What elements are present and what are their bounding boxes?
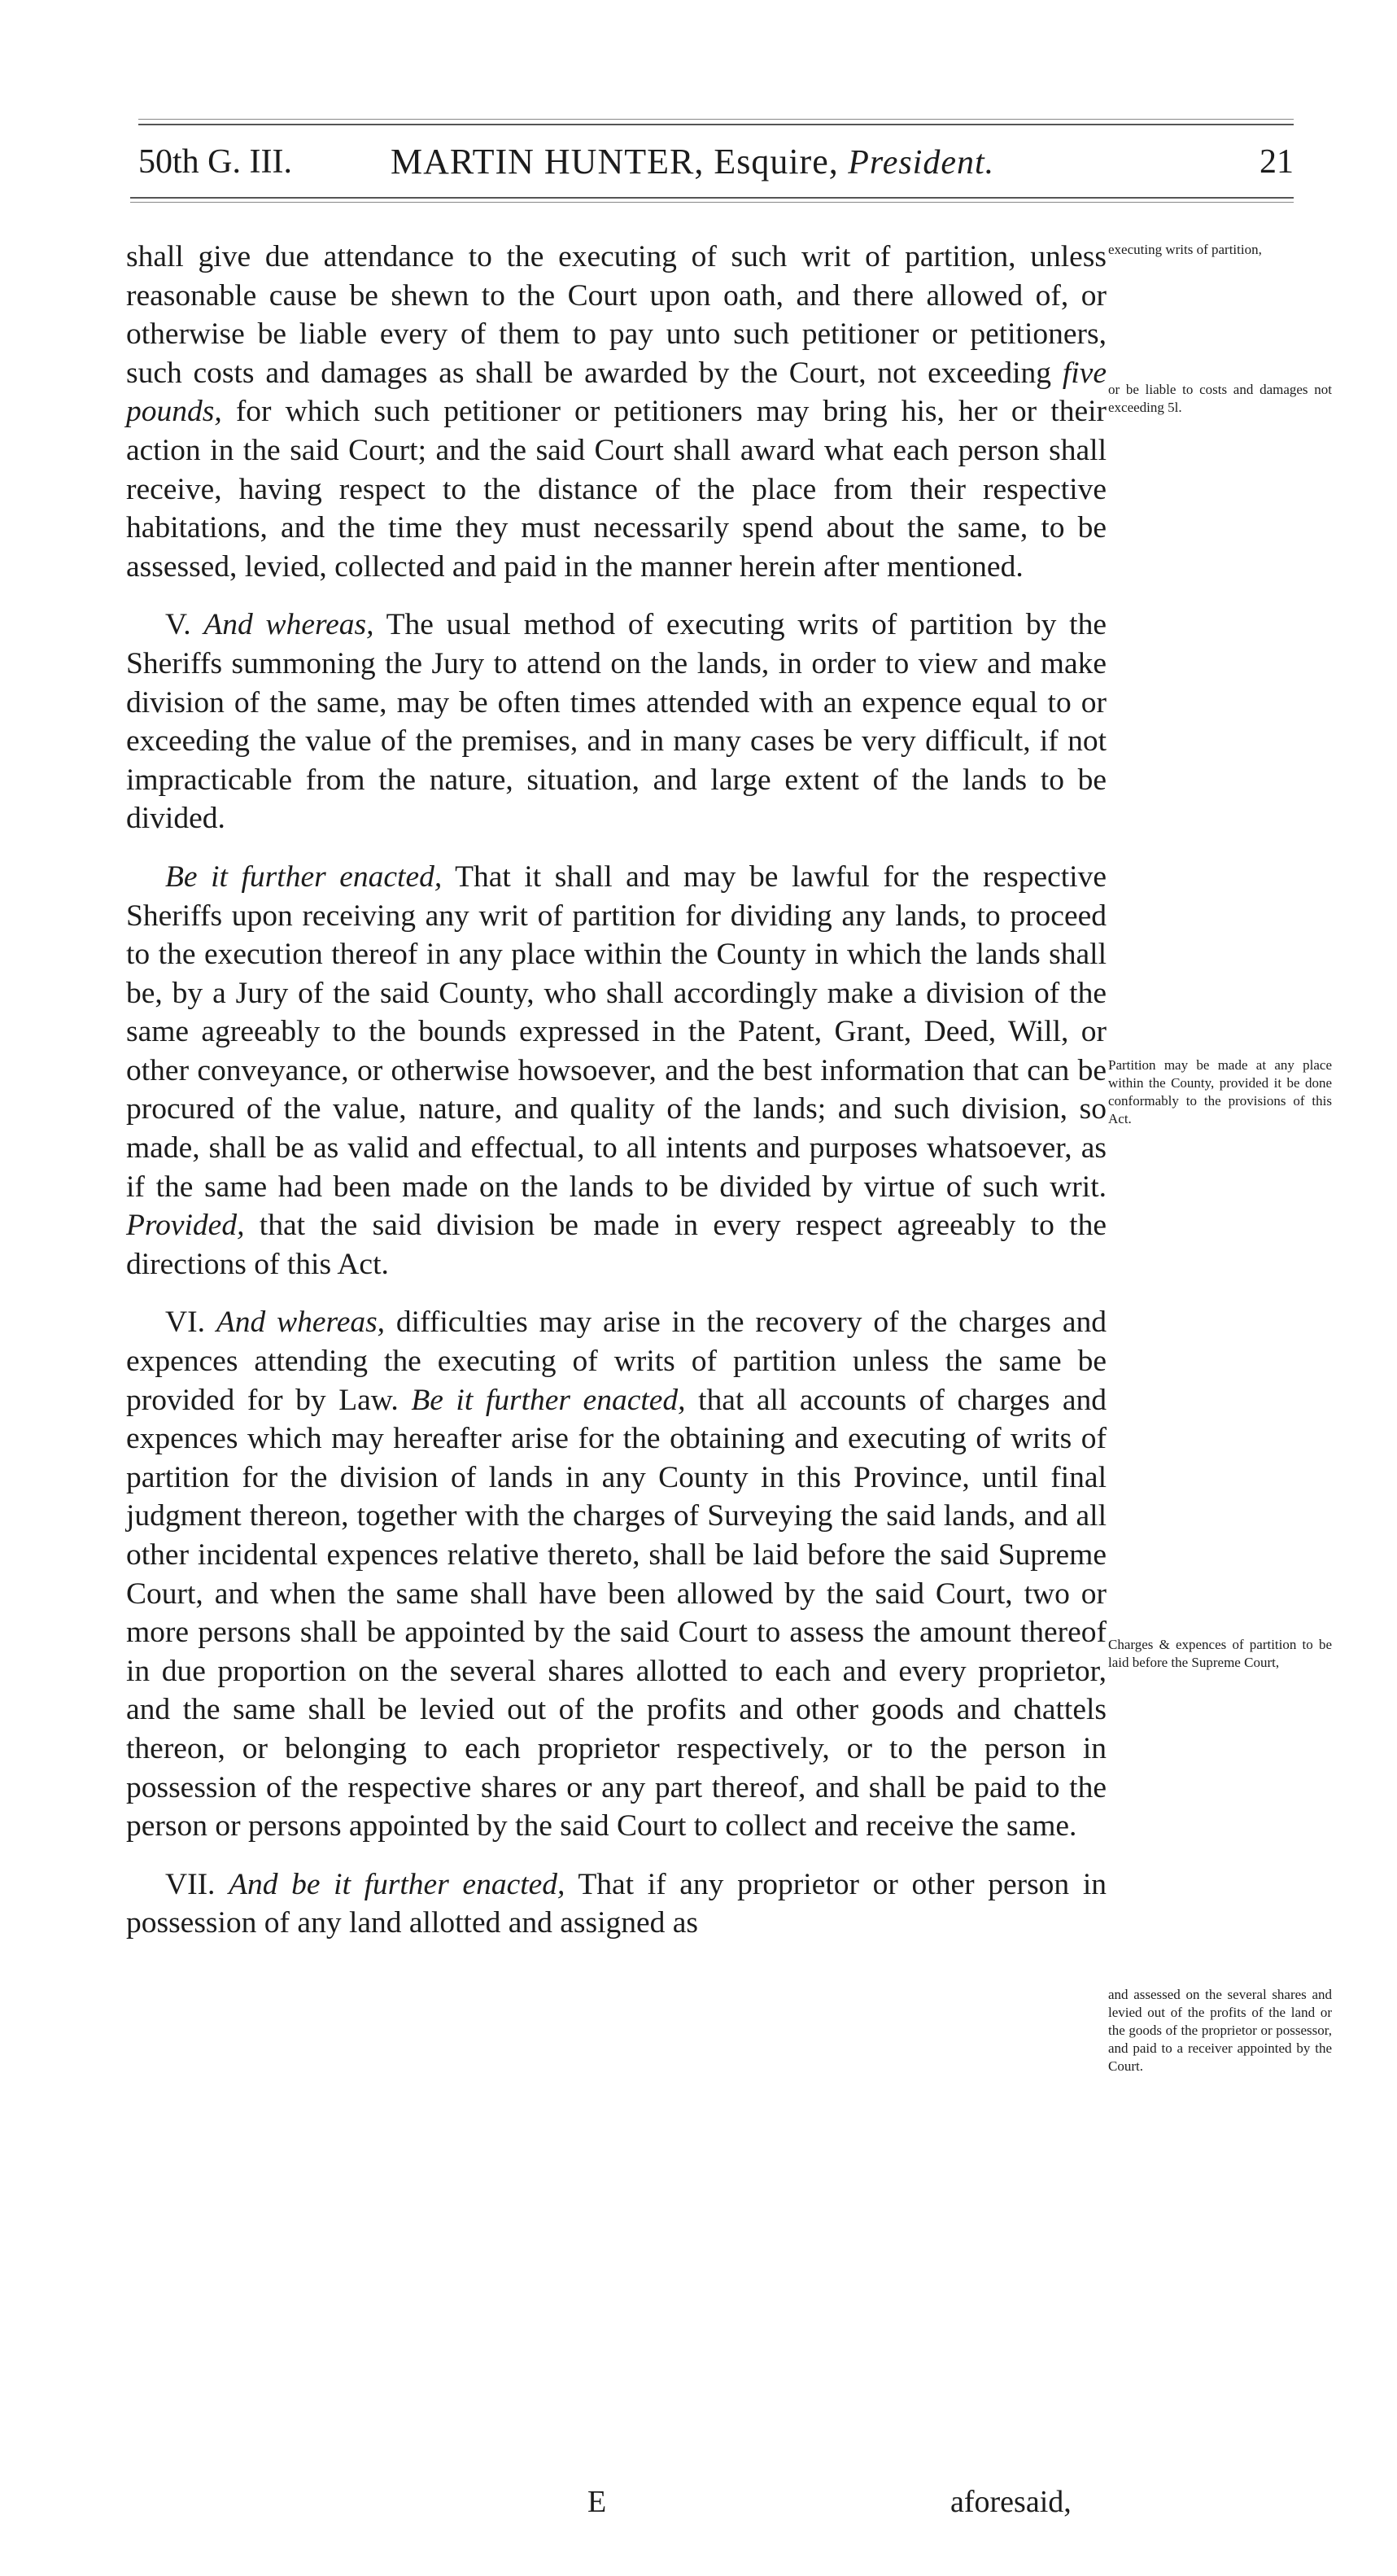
header-rule-bottom-thin — [130, 202, 1294, 203]
enactment-text: That it shall and may be lawful for the respective Sheriffs upon receiving any writ of partition for dividing any lands, to proceed to the execution thereof in any place within the County in which the lands shall be, by a Jury of the said County, who shall accordingly make a division of the same agreeably to the bounds expressed in the Patent, Grant, Deed, Will, or other conveyance, or otherwise howsoever, and the best information that can be procured of the value, nature, and quality of the lands; and such division, so made, shall be as valid and effectual, to all intents and purposes whatsoever, as if the same had been made on the lands to be divided by virtue of such writ. — [126, 859, 1107, 1204]
header-rule-bottom — [130, 197, 1294, 199]
paragraph-section-vi — [126, 1303, 1107, 1845]
paragraph-section-v — [126, 606, 1107, 838]
header-title-office: President. — [848, 144, 995, 182]
marginal-note-charges-expences: Charges & expences of partition to be laid before the Supreme Court, — [1108, 1637, 1332, 1670]
section-vi-italic: And whereas, — [216, 1305, 386, 1340]
section-vi-text: difficulties may arise in the recovery of the charges and expences attending the executing of writs of partition unless the same be provided for by Law. — [126, 1305, 1107, 1417]
enactment-proviso-italic: Provided, — [126, 1209, 245, 1243]
section-vi-enact-italic: Be it further enacted, — [411, 1383, 686, 1417]
enactment-italic: Be it further enacted, — [165, 859, 443, 894]
page-number: 21 — [1259, 143, 1294, 181]
header-rule-top-thin — [138, 119, 1294, 120]
marginal-note-assessment: and assessed on the several shares and levied out of the profits of the land or the goods of the proprietor or possessor, and paid to a receiver appointed by the Court. — [1108, 1987, 1332, 2074]
paragraph-1-text: shall give due attendance to the executing of such writ of partition, unless reasonable cause be shewn to the Court upon oath, and there allowed of, or otherwise be liable every of them to pay unto such petitioner or petitioners, such costs and damages as shall be awarded by the Court, not exceeding — [126, 240, 1107, 390]
paragraph-section-vii — [126, 1865, 1107, 1943]
header-regnal-year: 50th G. III. — [138, 143, 292, 181]
section-v-number: V. — [165, 608, 204, 642]
marginal-note-costs-damages: or be liable to costs and damages not exceeding 5l. — [1108, 382, 1332, 415]
paragraph-enactment — [126, 858, 1107, 1284]
section-vii-number: VII. — [165, 1867, 229, 1901]
marginal-note-executing-writs: executing writs of partition, — [1108, 242, 1262, 257]
section-vi-number: VI. — [165, 1305, 216, 1340]
enactment-proviso-text: that the said division be made in every respect agreeably to the directions of this Act. — [126, 1209, 1107, 1281]
paragraph-1-italic: five pounds, — [126, 356, 1107, 429]
header-rule-top — [138, 124, 1294, 125]
paragraph-1 — [126, 238, 1107, 586]
section-v-italic: And whereas, — [203, 608, 374, 642]
body-text — [126, 238, 1107, 1943]
paragraph-1-text-after: for which such petitioner or petitioners may bring his, her or their action in the said Court; and the said Court shall award what each person shall receive, having respect to the distance of the place from their respective habitations, and the time they must necessarily spend about the same, to be assessed, levied, collected and paid in the manner herein after mentioned. — [126, 395, 1107, 584]
signature-mark: E — [587, 2485, 607, 2519]
section-v-text: The usual method of executing writs of partition by the Sheriffs summoning the Jury to attend on the lands, in order to view and make division of the same, may be often times attended with an expence equal to or exceeding the value of the premises, and in many cases be very difficult, if not impracticable from the nature, situation, and large extent of the lands to be divided. — [126, 608, 1107, 836]
section-vi-enact-text: that all accounts of charges and expences which may hereafter arise for the obtaining and executing of writs of partition for the division of lands in any County in this Province, until final judgment thereon, together with the charges of Surveying the said lands, and all other incidental expences relative thereto, shall be laid before the said Supreme Court, and when the same shall have been allowed by the said Court, two or more persons shall be appointed by the said Court to assess the amount thereof in due proportion on the several shares allotted to each and every proprietor, and the same shall be levied out of the profits and other goods and chattels thereon, or belonging to each proprietor respectively, or to the person in possession of the respective shares or any part thereof, and shall be paid to the person or persons appointed by the said Court to collect and receive the same. — [126, 1383, 1107, 1843]
marginal-note-partition-place: Partition may be made at any place within the County, provided it be done conformably to the provisions of this Act. — [1108, 1057, 1332, 1126]
section-vii-italic: And be it further enacted, — [229, 1867, 565, 1901]
catchword: aforesaid, — [950, 2485, 1072, 2519]
header-title — [391, 140, 994, 185]
section-vii-text: That if any proprietor or other person in possession of any land allotted and assigned as — [126, 1867, 1107, 1940]
header-title-name: MARTIN HUNTER, Esquire, — [391, 142, 839, 182]
